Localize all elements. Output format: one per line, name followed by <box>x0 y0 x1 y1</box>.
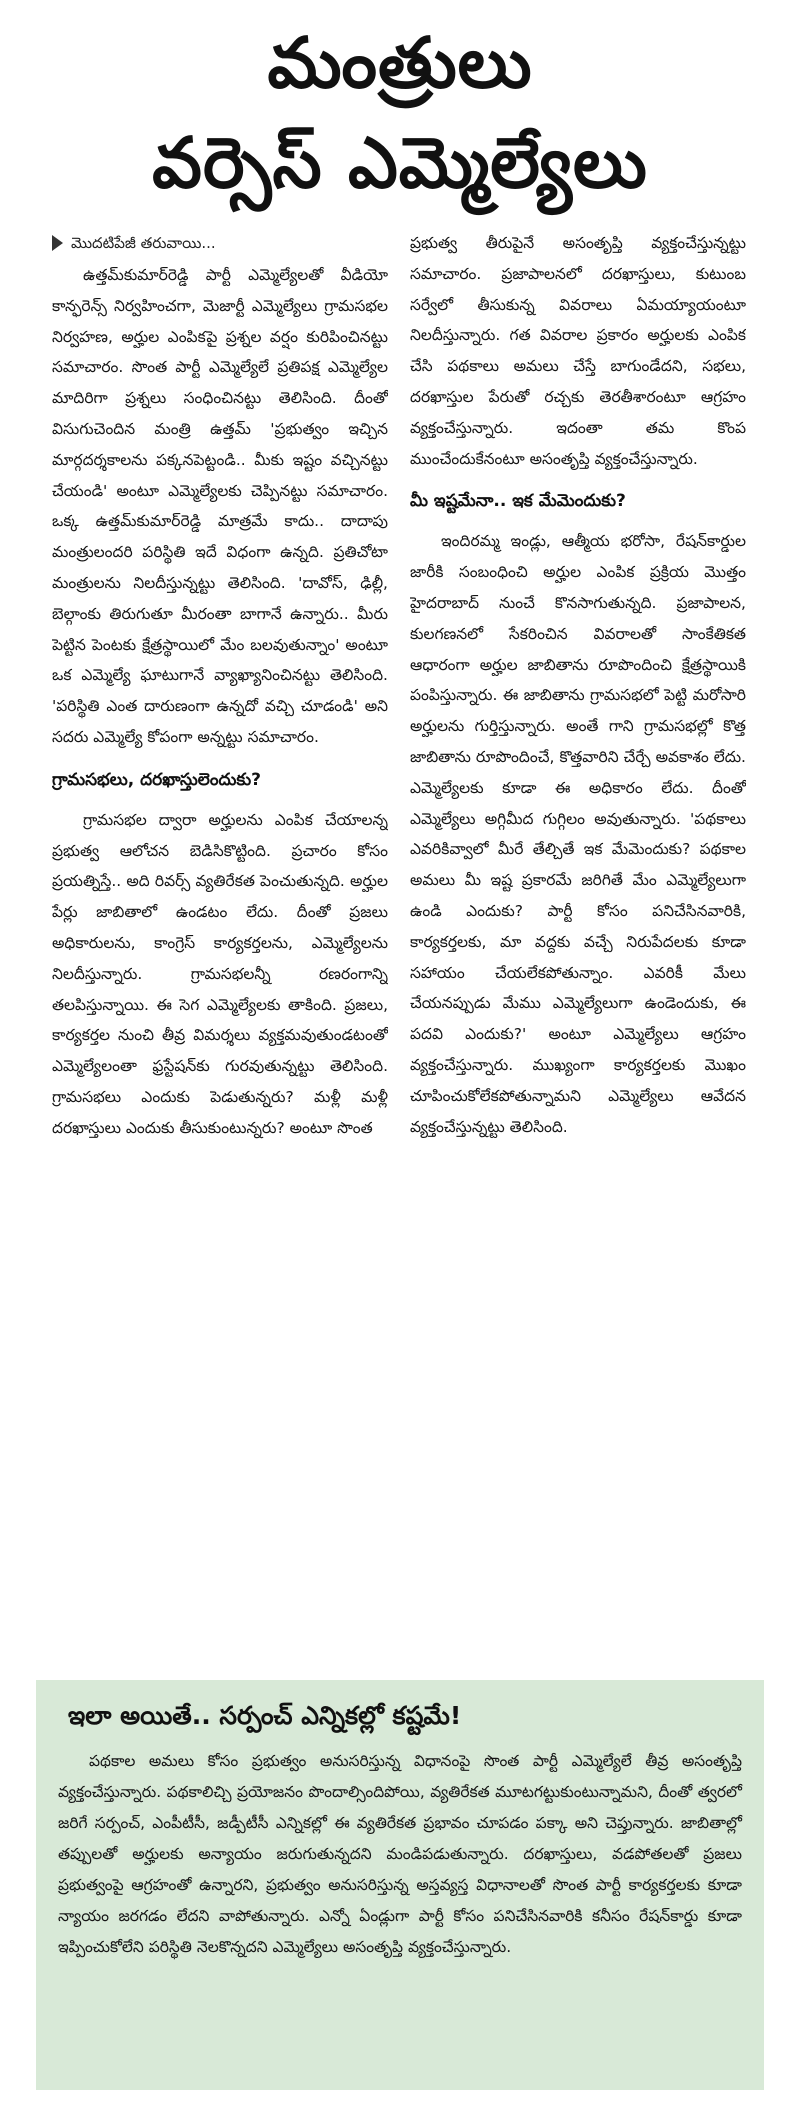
left-subheading: గ్రామసభలు, దరఖాస్తులెందుకు? <box>52 769 261 790</box>
highlight-box <box>36 1680 764 2090</box>
headline-line-1: మంత్రులు <box>267 22 533 104</box>
box-title: ఇలా అయితే.. సర్పంచ్ ఎన్నికల్లో కష్టమే! <box>68 1701 462 1730</box>
arrow-right-icon <box>52 235 63 251</box>
continuation-kicker <box>52 228 388 258</box>
kicker-text: మొదటిపేజీ తరువాయి... <box>71 234 216 252</box>
left-column <box>52 228 388 1728</box>
box-text: పథకాల అమలు కోసం ప్రభుత్వం అనుసరిస్తున్న విధానంపై సొంత పార్టీ ఎమ్మెల్యేలే తీవ్ర అసంతృప్తి వ్యక్తంచేస్తున్నారు. పథకాలిచ్చి ప్రయోజనం పొందాల్సిందిపోయి, వ్యతిరేకత మూటగట్టుకుంటున్నామని, దీంతో త్వరలో జరిగే సర్పంచ్, ఎంపీటీసీ, జడ్పీటీసీ ఎన్నికల్లో ఈ వ్యతిరేకత ప్రభావం చూపడం పక్కా అని చెప్తున్నారు. జాబితాల్లో తప్పులతో అర్హులకు అన్యాయం జరుగుతున్నదని మండిపడుతున్నారు. దరఖాస్తులు, వడపోతలతో ప్రజలు ప్రభుత్వంపై ఆగ్రహంతో ఉన్నారని, ప్రభుత్వం అనుసరిస్తున్న అస్తవ్యస్త విధానాలతో సొంత పార్టీ కార్యకర్తలకు కూడా న్యాయం జరగడం లేదని వాపోతున్నారు. ఎన్నో ఏండ్లుగా పార్టీ కోసం పనిచేసినవారికి కనీసం రేషన్‌కార్డు కూడా ఇప్పించుకోలేని పరిస్థితి నెలకొన్నదని ఎమ్మెల్యేలు అసంతృప్తి వ్యక్తంచేస్తున్నారు. <box>58 1752 742 1956</box>
right-paragraph-1: ప్రభుత్వ తీరుపైనే అసంతృప్తి వ్యక్తంచేస్తున్నట్టు సమాచారం. ప్రజాపాలనలో దరఖాస్తులు, కుటుంబ సర్వేలో తీసుకున్న వివరాలు ఏమయ్యాయంటూ నిలదీస్తున్నారు. గత వివరాల ప్రకారం అర్హులకు ఎంపిక చేసి పథకాలు అమలు చేస్తే బాగుండేదని, సభలు, దరఖాస్తుల పేరుతో రచ్చకు తెరతీశారంటూ ఆగ్రహం వ్యక్తంచేస్తున్నారు. ఇదంతా తమ కొంప ముంచేందుకేనంటూ అసంతృప్తి వ్యక్తంచేస్తున్నారు. <box>410 234 746 468</box>
left-paragraph-2: గ్రామసభల ద్వారా అర్హులను ఎంపిక చేయాలన్న ప్రభుత్వ ఆలోచన బెడిసికొట్టింది. ప్రచారం కోసం ప్రయత్నిస్తే.. అది రివర్స్ వ్యతిరేకత పెంచుతున్నది. అర్హుల పేర్లు జాబితాలో ఉండటం లేదు. దీంతో ప్రజలు అధికారులను, కాంగ్రెస్ కార్యకర్తలను, ఎమ్మెల్యేలను నిలదీస్తున్నారు. గ్రామసభలన్నీ రణరంగాన్ని తలపిస్తున్నాయి. ఈ సెగ ఎమ్మెల్యేలకు తాకింది. ప్రజలు, కార్యకర్తల నుంచి తీవ్ర విమర్శలు వ్యక్తమవుతుండటంతో ఎమ్మెల్యేలంతా ఫ్రస్టేషన్‌కు గురవుతున్నట్టు తెలిసింది. గ్రామసభలు ఎందుకు పెడుతున్నరు? మళ్లీ మళ్లీ దరఖాస్తులు ఎందుకు తీసుకుంటున్నరు? అంటూ సొంత <box>52 810 388 1137</box>
right-subheading: మీ ఇష్టమేనా.. ఇక మేమెందుకు? <box>410 491 626 512</box>
left-paragraph-1: ఉత్తమ్‌కుమార్‌రెడ్డి పార్టీ ఎమ్మెల్యేలతో వీడియో కాన్ఫరెన్స్ నిర్వహించగా, మెజార్టీ ఎమ్మెల్యేలు గ్రామసభల నిర్వహణ, అర్హుల ఎంపికపై ప్రశ్నల వర్షం కురిపించినట్టు సమాచారం. సొంత పార్టీ ఎమ్మెల్యేలే ప్రతిపక్ష ఎమ్మెల్యేల మాదిరిగా ప్రశ్నలు సంధించినట్టు తెలిసింది. దీంతో విసుగుచెందిన మంత్రి ఉత్తమ్ 'ప్రభుత్వం ఇచ్చిన మార్గదర్శకాలను పక్కనపెట్టండి.. మీకు ఇష్టం వచ్చినట్టు చేయండి' అంటూ ఎమ్మెల్యేలకు చెప్పినట్టు సమాచారం. ఒక్క ఉత్తమ్‌కుమార్‌రెడ్డి మాత్రమే కాదు.. దాదాపు మంత్రులందరి పరిస్థితి ఇదే విధంగా ఉన్నది. ప్రతిచోటా మంత్రులను నిలదీస్తున్నట్టు తెలిసింది. 'దావోస్, ఢిల్లీ, బెల్గాంకు తిరుగుతూ మీరంతా బాగానే ఉన్నారు.. మీరు పెట్టిన పెంటకు క్షేత్రస్థాయిలో మేం బలవుతున్నాం' అంటూ ఒక ఎమ్మెల్యే ఘాటుగానే వ్యాఖ్యానించినట్టు తెలిసింది. 'పరిస్థితి ఎంత దారుణంగా ఉన్నదో వచ్చి చూడండి' అని సదరు ఎమ్మెల్యే కోపంగా అన్నట్టు సమాచారం. <box>52 266 388 746</box>
headline-line-2: వర్సెస్ ఎమ్మెల్యేలు <box>152 122 648 204</box>
right-column <box>410 228 746 1658</box>
right-paragraph-2: ఇందిరమ్మ ఇండ్లు, ఆత్మీయ భరోసా, రేషన్‌కార్డుల జారీకి సంబంధించి అర్హుల ఎంపిక ప్రక్రియ మొత్తం హైదరాబాద్ నుంచే కొనసాగుతున్నది. ప్రజాపాలన, కులగణనలో సేకరించిన వివరాలతో సాంకేతికత ఆధారంగా అర్హుల జాబితాను రూపొందించి క్షేత్రస్థాయికి పంపిస్తున్నారు. ఈ జాబితాను గ్రామసభలో పెట్టి మరోసారి అర్హులను గుర్తిస్తున్నారు. అంతే గాని గ్రామసభల్లో కొత్త జాబితాను రూపొందించే, కొత్తవారిని చేర్చే అవకాశం లేదు. ఎమ్మెల్యేలకు కూడా ఈ అధికారం లేదు. దీంతో ఎమ్మెల్యేలు అగ్గిమీద గుగ్గిలం అవుతున్నారు. 'పథకాలు ఎవరికివ్వాలో మీరే తేల్చితే ఇక మేమెందుకు? పథకాల అమలు మీ ఇష్ట ప్రకారమే జరిగితే మేం ఎమ్మెల్యేలుగా ఉండి ఎందుకు? పార్టీ కోసం పనిచేసినవారికి, కార్యకర్తలకు, మా వద్దకు వచ్చే నిరుపేదలకు కూడా సహాయం చేయలేకపోతున్నాం. ఎవరికీ మేలు చేయనప్పుడు మేము ఎమ్మెల్యేలుగా ఉండెందుకు, ఈ పదవి ఎందుకు?' అంటూ ఎమ్మెల్యేలు ఆగ్రహం వ్యక్తంచేస్తున్నారు. ముఖ్యంగా కార్యకర్తలకు మొఖం చూపించుకోలేకపోతున్నామని ఎమ్మెల్యేలు ఆవేదన వ్యక్తంచేస్తున్నట్టు తెలిసింది. <box>410 532 746 1136</box>
